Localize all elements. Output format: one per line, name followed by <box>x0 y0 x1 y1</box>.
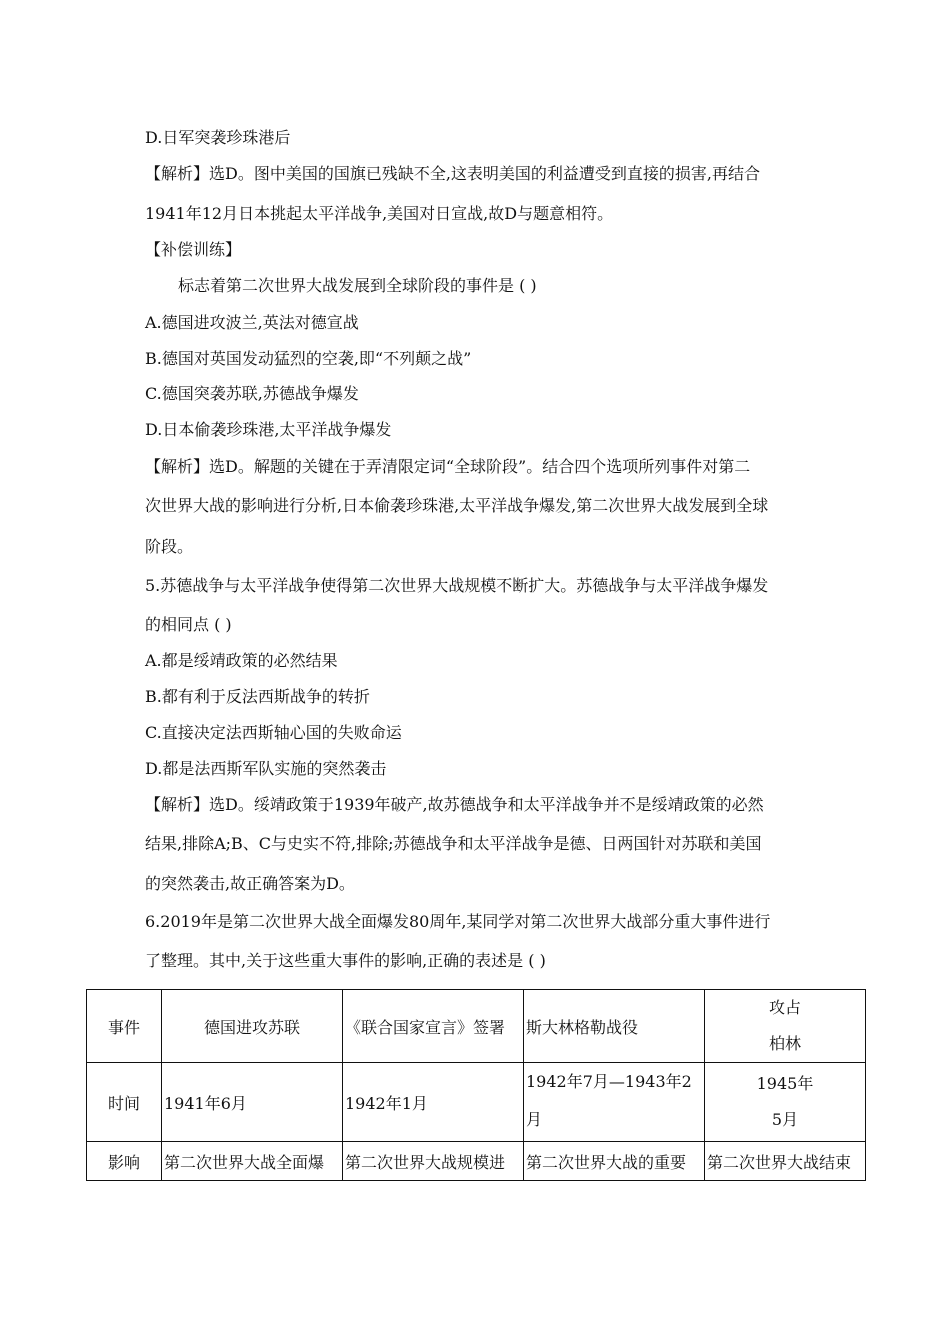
row-label-effect: 影响 <box>87 1142 162 1181</box>
row-label-event: 事件 <box>87 990 162 1063</box>
option-c: C.直接决定法西斯轴心国的失败命运 <box>145 723 402 742</box>
analysis-line: 的突然袭击,故正确答案为D。 <box>145 874 355 893</box>
table-cell <box>705 1063 866 1142</box>
analysis-line: 次世界大战的影响进行分析,日本偷袭珍珠港,太平洋战争爆发,第二次世界大战发展到全球 <box>145 496 769 515</box>
table-cell: 《联合国家宣言》签署 <box>343 990 524 1063</box>
table-cell: 1941年6月 <box>162 1063 343 1142</box>
table-cell: 斯大林格勒战役 <box>524 990 705 1063</box>
option-b: B.都有利于反法西斯战争的转折 <box>145 687 370 706</box>
events-table <box>86 989 866 1181</box>
table-cell-text: 1945年5月 <box>756 1074 814 1129</box>
row-label-time: 时间 <box>87 1063 162 1142</box>
table-cell: 第二次世界大战规模进 <box>343 1142 524 1181</box>
table-cell: 1942年1月 <box>343 1063 524 1142</box>
table-cell: 第二次世界大战的重要 <box>524 1142 705 1181</box>
analysis-line: 【解析】选D。解题的关键在于弄清限定词“全球阶段”。结合四个选项所列事件对第二 <box>145 457 751 476</box>
question-6-stem: 6.2019年是第二次世界大战全面爆发80周年,某同学对第二次世界大战部分重大事件进行 <box>145 912 771 931</box>
question-5-stem: 的相同点 ( ) <box>145 615 232 634</box>
option-d-line: D.日军突袭珍珠港后 <box>145 128 291 147</box>
analysis-line: 1941年12月日本挑起太平洋战争,美国对日宣战,故D与题意相符。 <box>145 204 614 223</box>
option-a: A.德国进攻波兰,英法对德宣战 <box>145 313 359 332</box>
table-cell: 1942年7月—1943年2月 <box>524 1063 705 1142</box>
analysis-line: 结果,排除A;B、C与史实不符,排除;苏德战争和太平洋战争是德、日两国针对苏联和美国 <box>145 834 762 853</box>
analysis-line: 【解析】选D。图中美国的国旗已残缺不全,这表明美国的利益遭受到直接的损害,再结合 <box>145 164 761 183</box>
analysis-line: 阶段。 <box>145 537 194 556</box>
option-a: A.都是绥靖政策的必然结果 <box>145 651 338 670</box>
table-row <box>87 990 866 1063</box>
option-d: D.日本偷袭珍珠港,太平洋战争爆发 <box>145 420 392 439</box>
table-cell: 第二次世界大战结束 <box>705 1142 866 1181</box>
table-cell <box>705 990 866 1063</box>
question-6-stem: 了整理。其中,关于这些重大事件的影响,正确的表述是 ( ) <box>145 951 546 970</box>
table-cell: 德国进攻苏联 <box>162 990 343 1063</box>
supplement-heading: 【补偿训练】 <box>145 240 242 259</box>
table-row <box>87 1063 866 1142</box>
table-row <box>87 1142 866 1181</box>
table-cell: 第二次世界大战全面爆 <box>162 1142 343 1181</box>
question-5-stem: 5.苏德战争与太平洋战争使得第二次世界大战规模不断扩大。苏德战争与太平洋战争爆发 <box>145 576 769 595</box>
analysis-line: 【解析】选D。绥靖政策于1939年破产,故苏德战争和太平洋战争并不是绥靖政策的必然 <box>145 795 764 814</box>
option-c: C.德国突袭苏联,苏德战争爆发 <box>145 384 359 403</box>
table-cell-text: 攻占柏林 <box>768 998 801 1053</box>
question-stem: 标志着第二次世界大战发展到全球阶段的事件是 ( ) <box>178 276 537 295</box>
option-b: B.德国对英国发动猛烈的空袭,即“不列颠之战” <box>145 349 472 368</box>
option-d: D.都是法西斯军队实施的突然袭击 <box>145 759 387 778</box>
